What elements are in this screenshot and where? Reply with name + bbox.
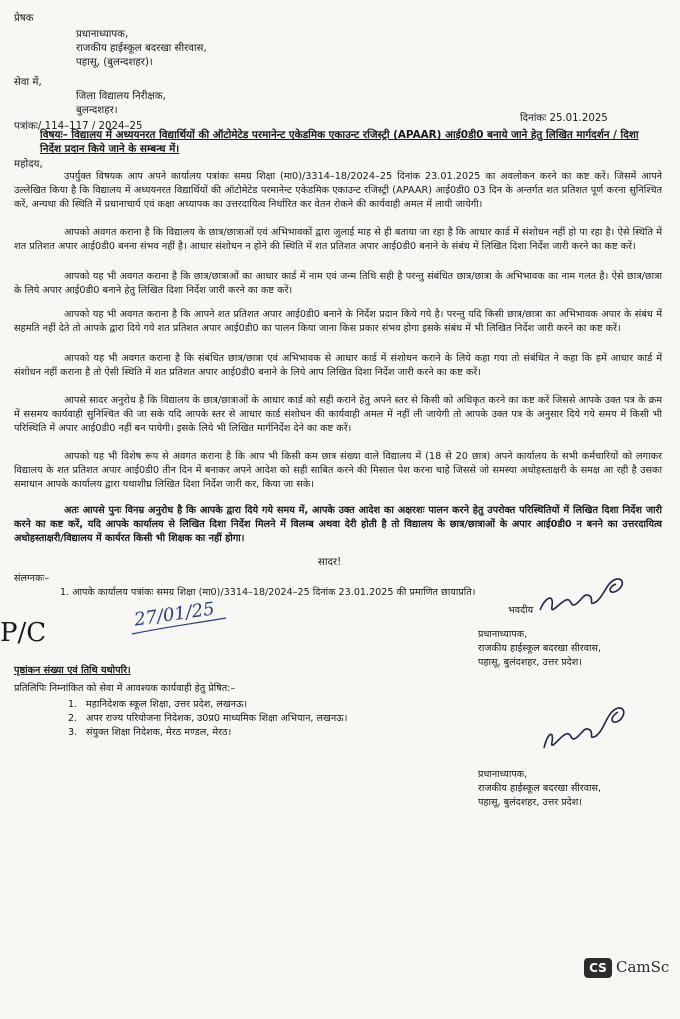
paragraph-1: उपर्युक्त विषयक आप अपने कार्यालय पत्रांकः समग्र शिक्षा (मा0)/3314–18/2024–25 दिनांक 23.01.2025 का अवलोकन करने का कष्ट करें। जिसमें आपने उल्लेखित किया है कि विद्यालय में अध्ययनरत विद्यार्थियों की ऑटोमेटेड परमानेन्ट एकेडमिक एकाउन्ट रजिस्ट्री (APAAR) आई0डी0 03 दिन के अन्तर्गत शत प्रतिशत पूर्ण करना सुनिश्चित करें, अन्यथा की स्थिति में प्रधानाचार्य एवं कक्षा अध्यापक का उत्तरदायित्व निर्धारित कर वेतन रोकने की कार्यवाही अमल में लायी जायेगी।	[14, 171, 662, 210]
handwritten-margin-note: P/C	[0, 618, 47, 648]
copy-intro: प्रतिलिपिः निम्नांकित को सेवा में आवश्यक कार्यवाही हेतु प्रेषित:–	[14, 683, 236, 694]
yours-faithfully: भवदीय	[508, 605, 534, 616]
to-place: बुलन्दशहर।	[76, 105, 118, 116]
letter-date: दिनांकः 25.01.2025	[520, 113, 608, 124]
copy-item-3-no: 3.	[68, 727, 78, 738]
to-title: जिला विद्यालय निरीक्षक,	[76, 91, 166, 102]
enclosure-label: संलग्नकः–	[14, 573, 50, 584]
paragraph-3: आपको यह भी अवगत कराना है कि छात्र/छात्राओं का आधार कार्ड में नाम एवं जन्म तिथि सही है परन्तु संबंधित छात्र/छात्रा के अभिभावक का नाम गलत है। ऐसे छात्र/छात्रा के लिये अपार आई0डी0 बनाने हेतु लिखित दिशा निर्देश जारी करने का कष्ट करें।	[14, 271, 662, 296]
closing: सादर!	[318, 557, 342, 568]
sig2-place: पहासू, बुलंदशहर, उत्तर प्रदेश।	[478, 797, 582, 808]
sig2-title: प्रधानाध्यापक,	[478, 769, 528, 780]
camscanner-logo: CS	[584, 958, 612, 978]
subject: विषयः– विद्यालय में अध्ययनरत विद्यार्थियों की ऑटोमेटेड परमानेन्ट एकेडमिक एकाउन्ट रजिस्ट्री (APAAR) आई0डी0 बनाये जाने हेतु लिखित मार्गदर्शन / दिशा निर्देश प्रदान किये जाने के सम्बन्ध में।	[40, 129, 639, 155]
enclosure-item: 1. आपके कार्यालय पत्रांकः समग्र शिक्षा (मा0)/3314–18/2024–25 दिनांक 23.01.2025 की प्रमाणित छायाप्रति।	[60, 587, 476, 598]
camscanner-text: CamSc	[616, 958, 670, 976]
to-label: सेवा में,	[14, 77, 42, 88]
copy-item-1-no: 1.	[68, 699, 78, 710]
copy-item-2: अपर राज्य परियोजना निदेशक, उ0प्र0 माध्यमिक शिक्षा अभियान, लखनऊ।	[86, 713, 348, 724]
sig1-place: पहासू, बुलंदशहर, उत्तर प्रदेश।	[478, 657, 582, 668]
paragraph-6: आपसे सादर अनुरोध है कि विद्यालय के छात्र/छात्राओं के आधार कार्ड को सही कराने हेतु अपने स्तर से किसी को अधिकृत करने का कष्ट करें जिससे आपके उक्त पत्र के क्रम में ससमय कार्यवाही सुनिश्चित की जा सके यदि आपके स्तर से आधार कार्ड संशोधन की कार्यवाही अमल में नहीं ली जायेगी तो आपके उक्त पत्र के अनुसार दिये गये समय में किसी भी परिस्थिति में अपार आई0डी0 नहीं बन पायेगी। इसके लिये भी लिखित मार्गनिर्देश देने का कष्ट करें।	[14, 395, 662, 434]
paragraph-8: अतः आपसे पुनः विनम्र अनुरोध है कि आपके द्वारा दिये गये समय में, आपके उक्त आदेश का अक्षरशः पालन करने हेतु उपरोक्त परिस्थितियों में लिखित दिशा निर्देश जारी करने का कष्ट करें, यदि आपके कार्यालय से लिखित दिशा निर्देश मिलने में विलम्ब अथवा देरी होती है तो विद्यालय के छात्र/छात्राओं के अपार आई0डी0 न बनने का उत्तरदायित्व अधोहस्ताक्षरी/विद्यालय में कार्यरत किसी भी शिक्षक का नहीं होगा।	[14, 505, 662, 544]
copy-item-2-no: 2.	[68, 713, 78, 724]
handwritten-date: 27/01/25	[132, 598, 216, 631]
letter-number: पत्रांकः/ 114–117 / 2024–25	[14, 121, 143, 132]
copy-item-1: महानिदेशक स्कूल शिक्षा, उत्तर प्रदेश, लखनऊ।	[86, 699, 248, 710]
signature-1	[536, 566, 632, 618]
sig1-title: प्रधानाध्यापक,	[478, 629, 528, 640]
paragraph-2: आपको अवगत कराना है कि विद्यालय के छात्र/छात्राओं एवं अभिभावकों द्वारा जुलाई माह से ही बताया जा रहा है कि आधार कार्ड में संशोधन नहीं हो पा रहा है। ऐसे स्थिति में शत प्रतिशत अपार आई0डी0 बनना संभव नहीं है। आधार संशोधन न होने की स्थिति में शत प्रतिशत अपार आई0डी0 बनाने के संबंध में लिखित दिशा निर्देश जारी करने का कष्ट करें।	[14, 227, 662, 252]
sig1-school: राजकीय हाईस्कूल बदरखा सीरवास,	[478, 643, 602, 654]
paragraph-7: आपको यह भी विशेष रूप से अवगत कराना है कि आप भी किसी कम छात्र संख्या वाले विद्यालय में (18 से 20 छात्र) अपने कार्यालय के सभी कर्मचारियों को लगाकर विद्यालय के शत प्रतिशत अपार आई0डी0 तीन दिन में बनाकर अपने आदेश को सही साबित करने की मिसाल पेश करना चाहे जिससे जो समस्या अधोहस्ताक्षरी के समक्ष आ रही है उसका समाधान आपके कार्यालय द्वारा यथाशीघ्र लिखित दिशा निर्देश जारी कर, किया जा सके।	[14, 451, 662, 490]
paragraph-4: आपको यह भी अवगत कराना है कि आपने शत प्रतिशत अपार आई0डी0 बनाने के निर्देश प्रदान किये गये है। परन्तु यदि किसी छात्र/छात्रा का अभिभावक अपार के संबंध में सहमति नहीं देते तो आपके द्वारा दिये गये शत प्रतिशत अपार आई0डी0 का पालन किया जाना किस प्रकार संभव होगा इसके संबंध में भी लिखित निर्देश जारी करने का कष्ट करें।	[14, 309, 662, 334]
paragraph-5: आपको यह भी अवगत कराना है कि संबंधित छात्र/छात्रा एवं अभिभावक से आधार कार्ड में संशोधन कराने के लिये कहा गया तो संबंधित ने कहा कि हमें आधार कार्ड में संशोधन नहीं कराना है तो ऐसी स्थिति में शत प्रतिशत अपार आई0डी0 बनाने के लिये आप लिखित दिशा निर्देश जारी करने का कष्ट करें।	[14, 353, 662, 378]
endorsement-heading: पृष्ठांकन संख्या एवं तिथि यथोपरि।	[14, 665, 131, 676]
salutation: महोदय,	[14, 159, 43, 170]
sender-label: प्रेषक	[14, 13, 34, 24]
sender-title: प्रधानाध्यापक,	[76, 29, 129, 40]
signature-2	[540, 690, 632, 754]
handwritten-date-underline	[130, 606, 230, 640]
copy-item-3: संयुक्त शिक्षा निदेशक, मेरठ मण्डल, मेरठ।	[86, 727, 232, 738]
sender-place: पहासू, (बुलन्दशहर)।	[76, 57, 153, 68]
sender-school: राजकीय हाईस्कूल बदरखा सीरवास,	[76, 43, 207, 54]
sig2-school: राजकीय हाईस्कूल बदरखा सीरवास,	[478, 783, 602, 794]
